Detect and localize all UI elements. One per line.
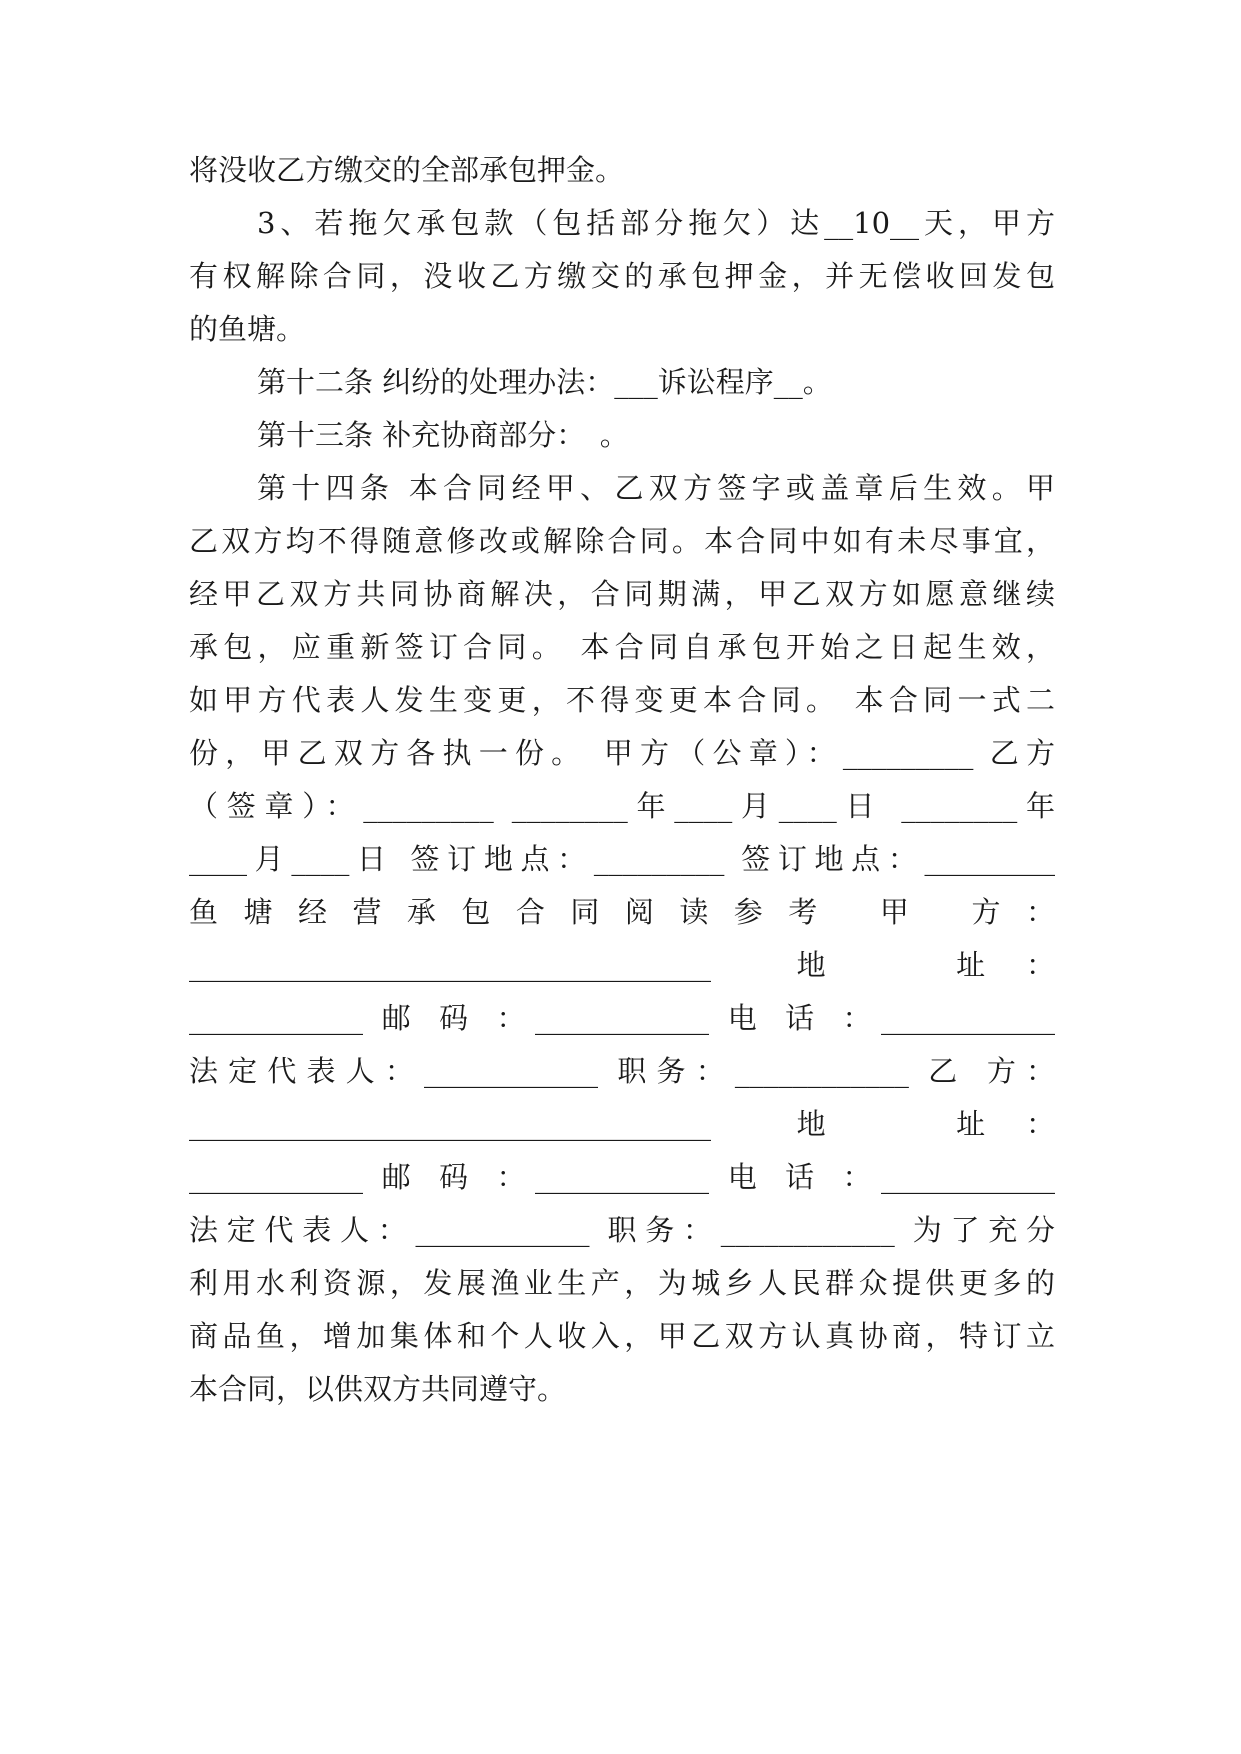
text-line-18: 法定代表人：____________ 职务：____________ 乙 方：	[189, 1054, 1055, 1088]
text-line-10: 承包，应重新签订合同。 本合同自承包开始之日起生效，	[189, 630, 1055, 664]
text-line-13: （签章）：_________ ________年____月____日 ________年	[189, 789, 1055, 823]
text-line-19: ____________________________________ 地 址 ：	[189, 1107, 1055, 1141]
text-line-9: 经甲乙双方共同协商解决，合同期满，甲乙双方如愿意继续	[189, 577, 1055, 611]
text-line-21: 法定代表人：____________ 职务：____________ 为了充分	[189, 1213, 1055, 1247]
text-line-8: 乙双方均不得随意修改或解除合同。本合同中如有未尽事宜，	[189, 524, 1055, 558]
text-line-3: 有权解除合同，没收乙方缴交的承包押金，并无偿收回发包	[189, 259, 1055, 293]
text-line-11: 如甲方代表人发生变更，不得变更本合同。 本合同一式二	[189, 683, 1055, 717]
text-line-20: ____________ 邮 码 ：____________ 电 话 ：____________	[189, 1160, 1055, 1194]
text-line-2: 3、若拖欠承包款（包括部分拖欠）达__10__天，甲方	[257, 206, 1055, 240]
text-line-16: ____________________________________ 地 址 ：	[189, 948, 1055, 982]
text-line-6: 第十三条 补充协商部分： 。	[257, 418, 629, 452]
text-line-15: 鱼 塘 经 营 承 包 合 同 阅 读 参 考 甲 方 ：	[189, 895, 1055, 929]
text-line-4: 的鱼塘。	[189, 312, 306, 346]
text-line-7: 第十四条 本合同经甲、乙双方签字或盖章后生效。甲	[257, 471, 1055, 505]
text-line-14: ____月____日 签订地点：_________ 签订地点：_________	[189, 842, 1055, 876]
text-line-12: 份，甲乙双方各执一份。 甲方（公章）：_________ 乙方	[189, 736, 1055, 770]
text-line-24: 本合同，以供双方共同遵守。	[189, 1372, 567, 1406]
text-line-17: ____________ 邮 码 ：____________ 电 话 ：____________	[189, 1001, 1055, 1035]
text-line-23: 商品鱼，增加集体和个人收入，甲乙双方认真协商，特订立	[189, 1319, 1055, 1353]
text-line-5: 第十二条 纠纷的处理办法：___诉讼程序__。	[257, 365, 832, 399]
text-line-22: 利用水利资源，发展渔业生产，为城乡人民群众提供更多的	[189, 1266, 1055, 1300]
text-line-1: 将没收乙方缴交的全部承包押金。	[189, 153, 625, 187]
